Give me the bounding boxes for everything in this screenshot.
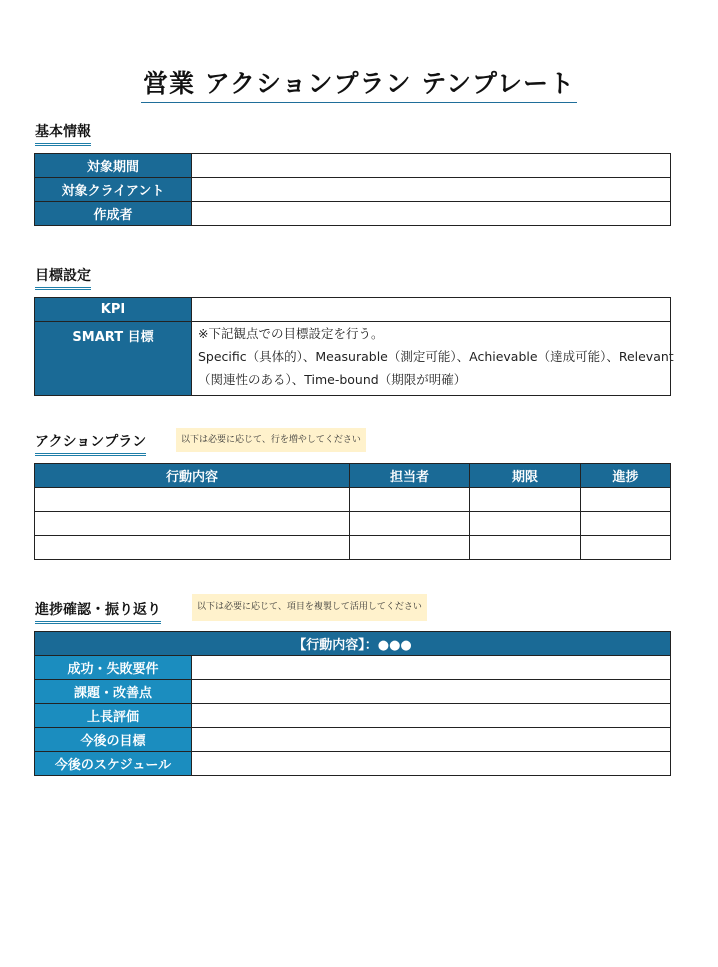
column-header-owner: 担当者 <box>350 464 470 488</box>
basic-value-author[interactable] <box>192 202 671 226</box>
smart-value[interactable] <box>192 322 674 396</box>
kpi-value[interactable] <box>192 298 671 322</box>
smart-line-3: （関連性のある）、Time-bound（期限が明確） <box>198 372 467 387</box>
basic-value-period[interactable] <box>192 154 671 178</box>
action-note: 以下は必要に応じて、行を増やしてください <box>176 428 366 452</box>
kpi-label: KPI <box>35 298 192 322</box>
owner-cell[interactable] <box>350 488 470 512</box>
review-label-future-goal: 今後の目標 <box>35 728 192 752</box>
table-row <box>35 752 671 776</box>
review-value-manager-eval[interactable] <box>192 704 671 728</box>
table-row <box>35 512 671 536</box>
review-label-issues: 課題・改善点 <box>35 680 192 704</box>
column-header-deadline: 期限 <box>470 464 581 488</box>
table-row <box>35 728 671 752</box>
basic-label-period: 対象期間 <box>35 154 192 178</box>
progress-cell[interactable] <box>581 512 671 536</box>
review-note: 以下は必要に応じて、項目を複製して活用してください <box>192 594 427 621</box>
review-label-success-failure: 成功・失敗要件 <box>35 656 192 680</box>
action-cell[interactable] <box>35 536 350 560</box>
review-label-manager-eval: 上長評価 <box>35 704 192 728</box>
table-row <box>35 178 671 202</box>
action-cell[interactable] <box>35 488 350 512</box>
goal-table <box>34 297 674 396</box>
review-value-future-schedule[interactable] <box>192 752 671 776</box>
basic-label-author: 作成者 <box>35 202 192 226</box>
review-header: 【行動内容】：●●● <box>35 632 671 656</box>
section-heading-basic: 基本情報 <box>35 121 91 146</box>
table-row <box>35 322 671 396</box>
table-row <box>35 656 671 680</box>
review-table <box>34 631 671 776</box>
table-row <box>35 536 671 560</box>
smart-label: SMART 目標 <box>35 322 192 396</box>
action-plan-table <box>34 463 671 560</box>
section-heading-goal: 目標設定 <box>35 265 91 290</box>
deadline-cell[interactable] <box>470 512 581 536</box>
review-value-future-goal[interactable] <box>192 728 671 752</box>
table-row <box>35 298 671 322</box>
table-row <box>35 704 671 728</box>
table-row <box>35 202 671 226</box>
basic-value-client[interactable] <box>192 178 671 202</box>
smart-line-2: Specific（具体的）、Measurable（測定可能）、Achievable（達成可能）、Relevant <box>198 349 674 364</box>
column-header-progress: 進捗 <box>581 464 671 488</box>
progress-cell[interactable] <box>581 488 671 512</box>
basic-info-table <box>34 153 671 226</box>
review-value-success-failure[interactable] <box>192 656 671 680</box>
review-value-issues[interactable] <box>192 680 671 704</box>
owner-cell[interactable] <box>350 536 470 560</box>
table-row <box>35 154 671 178</box>
deadline-cell[interactable] <box>470 488 581 512</box>
review-label-future-schedule: 今後のスケジュール <box>35 752 192 776</box>
page-title: 営業 アクションプラン テンプレート <box>141 64 577 103</box>
table-row <box>35 680 671 704</box>
title-wrap <box>0 64 718 103</box>
smart-line-1: ※下記観点での目標設定を行う。 <box>198 326 384 341</box>
section-heading-review: 進捗確認・振り返り <box>35 599 161 624</box>
table-header-row <box>35 632 671 656</box>
column-header-action: 行動内容 <box>35 464 350 488</box>
action-cell[interactable] <box>35 512 350 536</box>
progress-cell[interactable] <box>581 536 671 560</box>
table-row <box>35 488 671 512</box>
table-header-row <box>35 464 671 488</box>
section-heading-action: アクションプラン <box>35 431 146 456</box>
owner-cell[interactable] <box>350 512 470 536</box>
basic-label-client: 対象クライアント <box>35 178 192 202</box>
deadline-cell[interactable] <box>470 536 581 560</box>
